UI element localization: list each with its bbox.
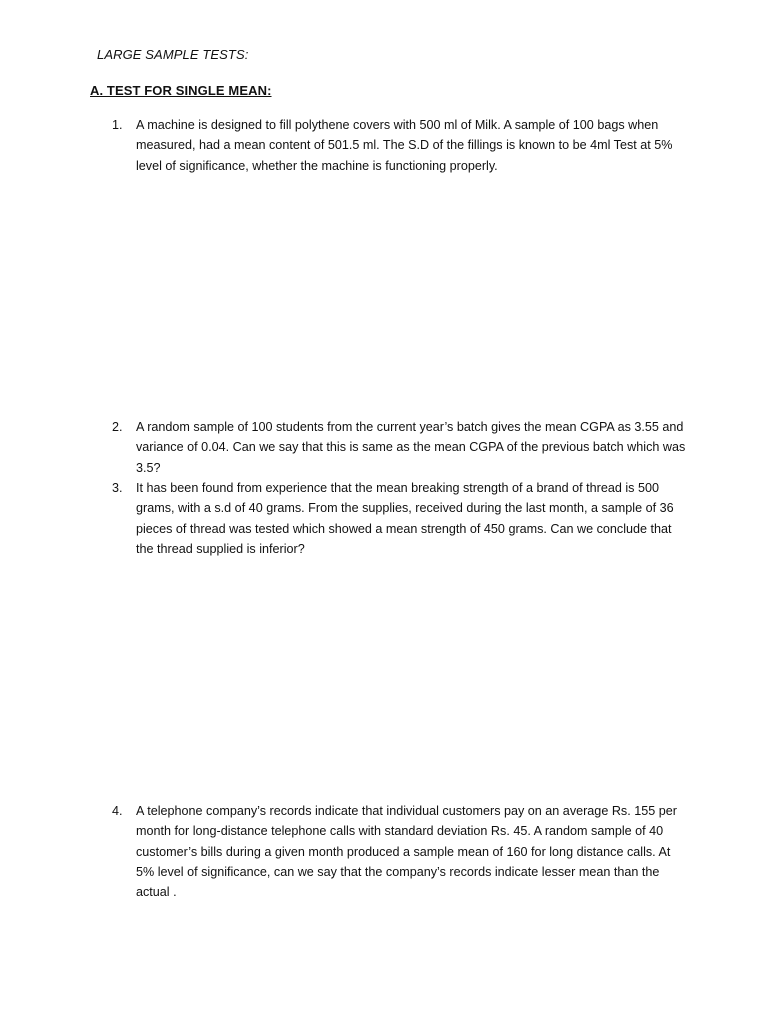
question-text: A machine is designed to fill polythene covers with 500 ml of Milk. A sample of 100 bags when measured, had a mean content of 501.5 ml. The S.D of the fillings is known to be 4ml Test at 5% level of significance, whether the machine is functioning properly. [136, 118, 673, 173]
question-number: 1. [112, 118, 123, 132]
question-item [112, 417, 692, 478]
section-title: A. TEST FOR SINGLE MEAN: [90, 83, 272, 98]
question-text: A telephone company’s records indicate that individual customers pay on an average Rs. 155 per month for long-distance telephone calls with standard deviation Rs. 45. A random sample of 40 customer’s bills during a given month produced a sample mean of 160 for long distance calls. At 5% level of significance, can we say that the company’s records indicate lesser mean than the actual . [136, 804, 677, 900]
document-heading: LARGE SAMPLE TESTS: [97, 47, 249, 62]
question-item [112, 801, 692, 902]
question-text: A random sample of 100 students from the current year’s batch gives the mean CGPA as 3.55 and variance of 0.04. Can we say that this is same as the mean CGPA of the previous batch which was 3.5? [136, 420, 686, 475]
question-number: 3. [112, 481, 123, 495]
question-item [112, 115, 692, 176]
question-number: 4. [112, 804, 123, 818]
question-text: It has been found from experience that the mean breaking strength of a brand of thread is 500 grams, with a s.d of 40 grams. From the supplies, received during the last month, a sample of 36 pieces of thread was tested which showed a mean strength of 450 grams. Can we conclude that the thread supplied is inferior? [136, 481, 674, 556]
question-item [112, 478, 692, 559]
question-number: 2. [112, 420, 123, 434]
